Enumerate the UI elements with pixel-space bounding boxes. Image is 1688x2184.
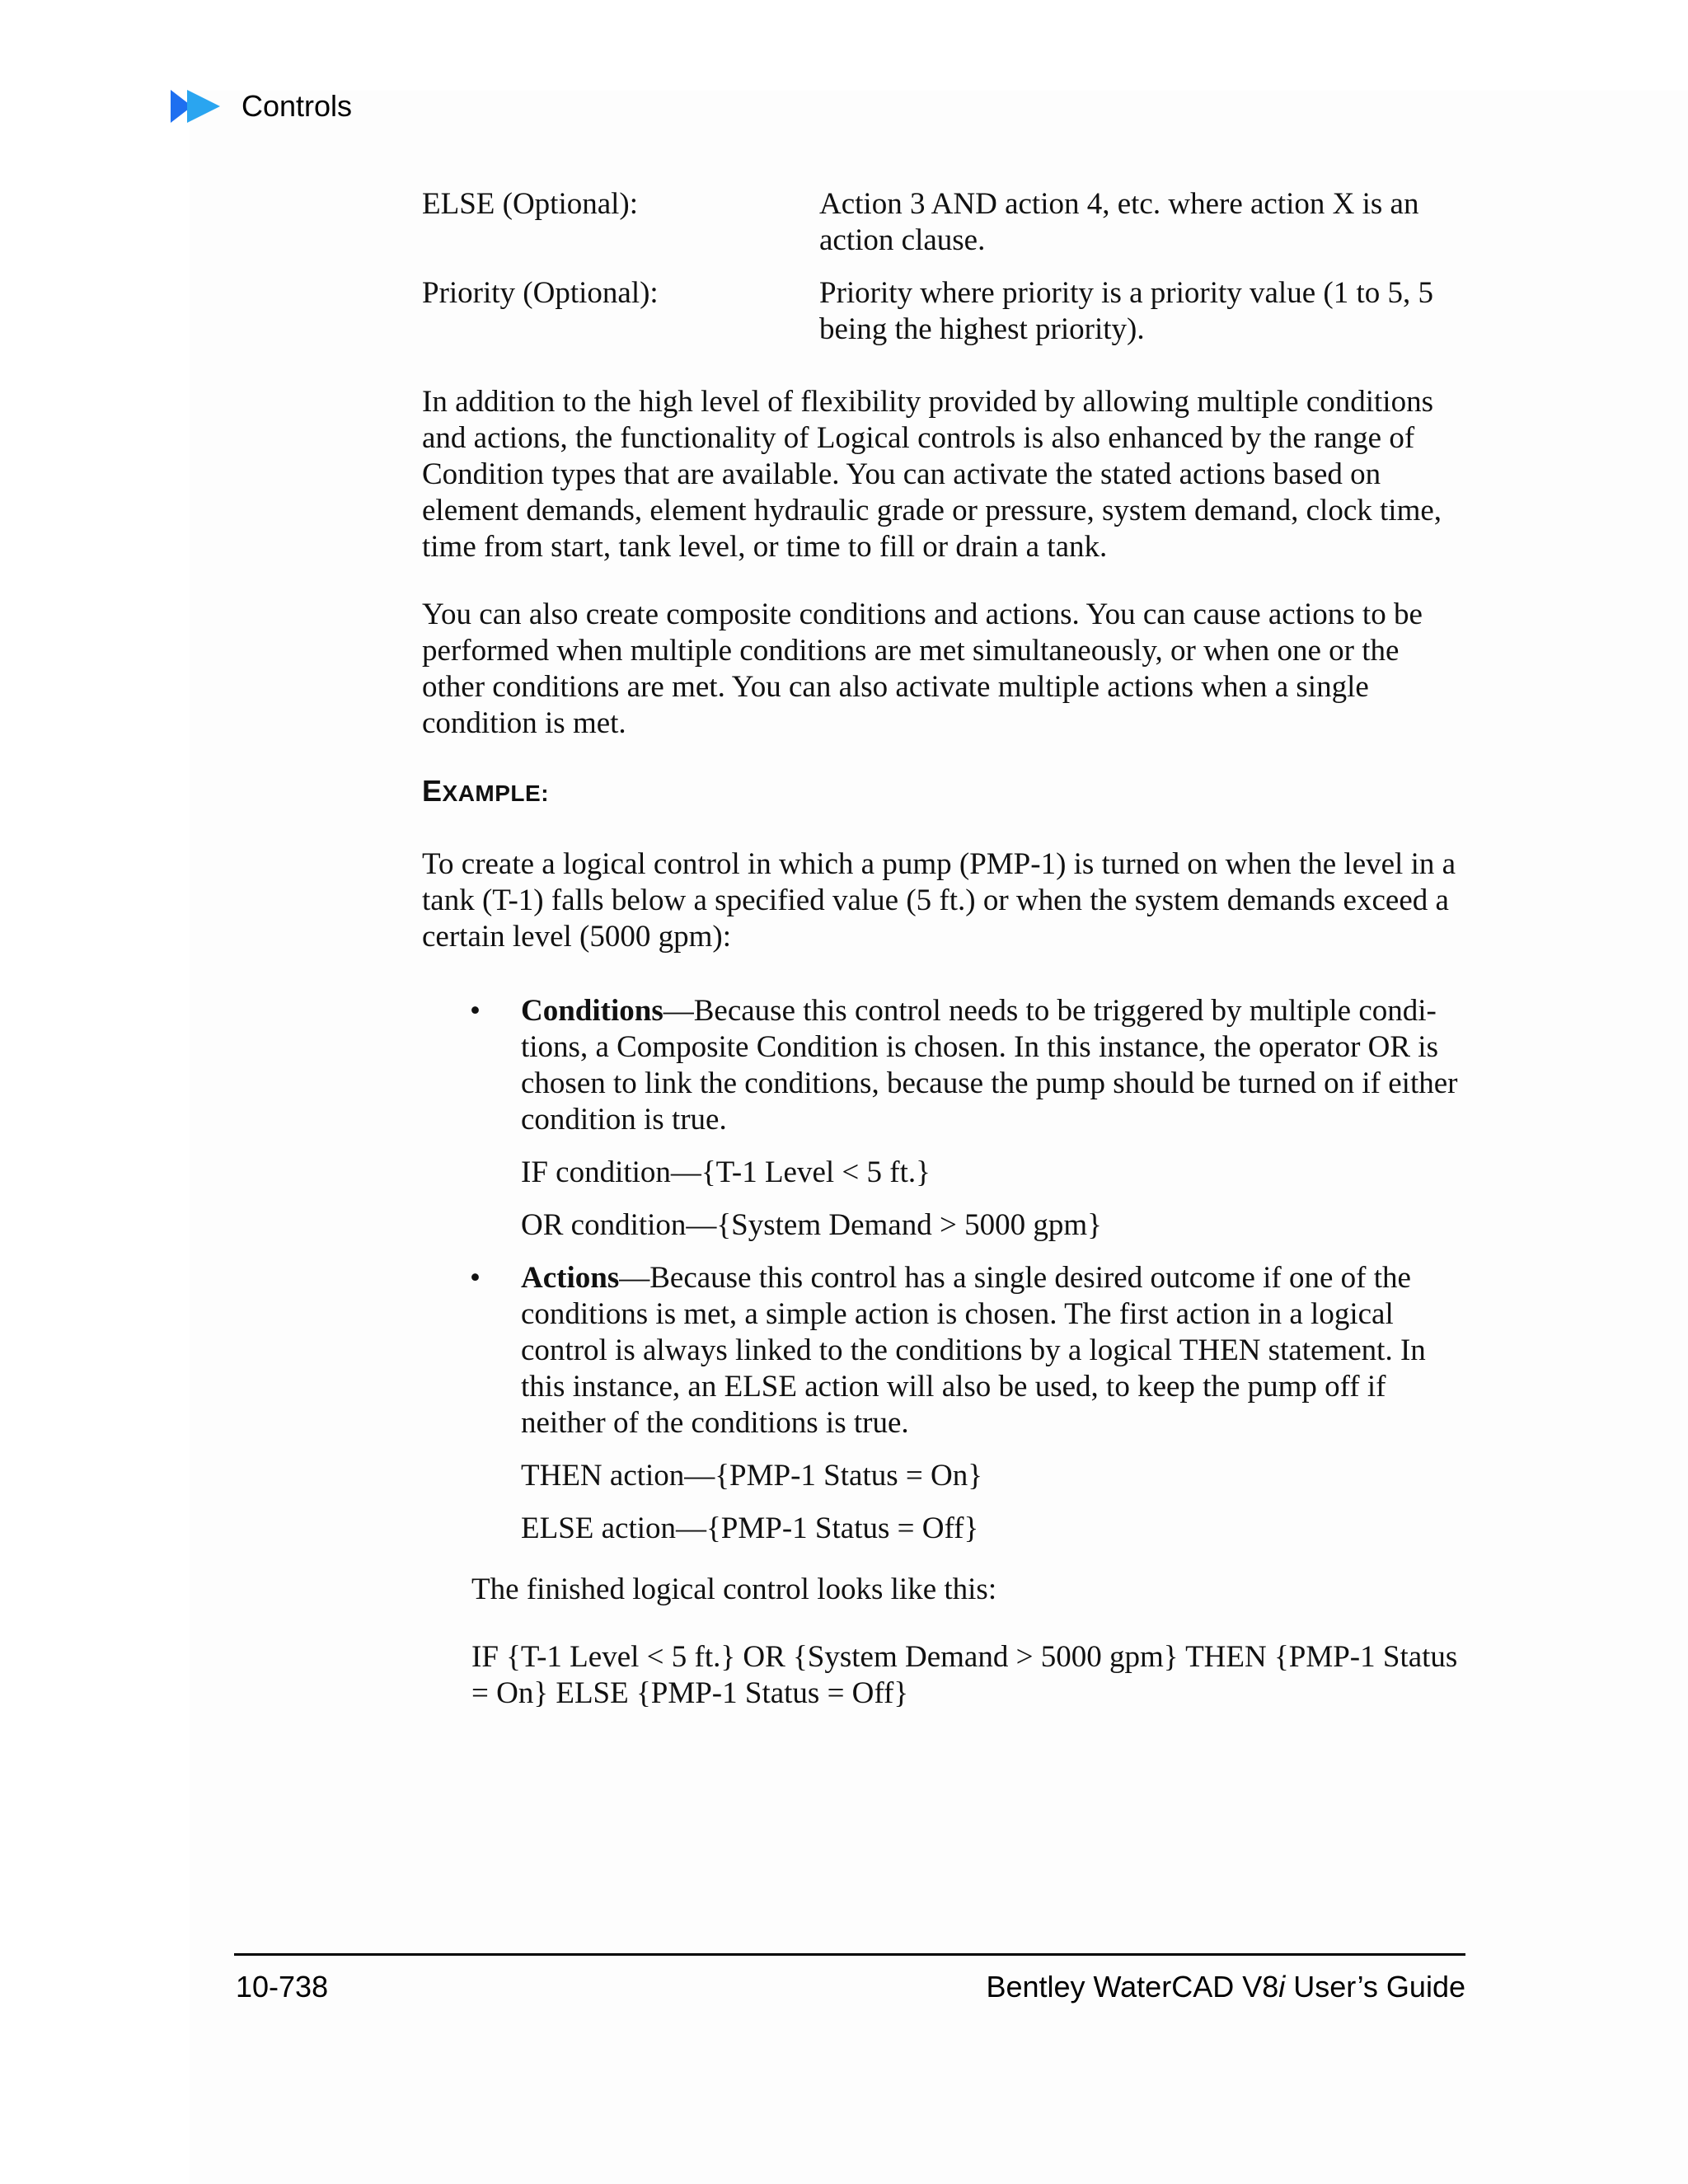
definition-row (422, 275, 1467, 348)
bullet-symbol: • (470, 994, 481, 1028)
finished-control: IF {T-1 Level < 5 ft.} OR {System Demand > 5000 gpm} THEN {PMP-1 Status = On} ELSE {PMP-1 Status = Off} (471, 1640, 1458, 1710)
body-paragraph: In addition to the high level of flexibility provided by allowing multiple conditions and actions, the functionality of Logical controls is also enhanced by the range of Condition types that are available. You can activate the stated actions based on element demands, element hydraulic grade or pressure, system demand, clock time, time from start, tank level, or time to fill or drain a tank. (422, 385, 1442, 564)
header-title: Controls (241, 89, 353, 123)
condition-line: IF condition—{T-1 Level < 5 ft.} (521, 1155, 931, 1189)
bullet-text: —Because this control needs to be triggered by multiple condi-tions, a Composite Condition is chosen. In this instance, the operator OR is chosen to link the conditions, because the pump should be turned on if either condition is true. (521, 994, 1458, 1137)
page-number: 10-738 (236, 1970, 329, 2004)
bullet-symbol: • (470, 1261, 481, 1295)
guide-title (986, 1970, 1465, 2004)
bullet-text: —Because this control has a single desired outcome if one of the conditions is met, a simple action is chosen. The first action in a logical control is always linked to the conditions by a logical THEN statement. In this instance, an ELSE action will also be used, to keep the pump off if neither of the conditions is true. (521, 1261, 1426, 1440)
guide-title-post: User’s Guide (1285, 1970, 1465, 2004)
example-bullet-list (422, 993, 1467, 1547)
bullet-body (521, 993, 1467, 1138)
definition-description: Action 3 AND action 4, etc. where action X is an action clause. (819, 187, 1419, 257)
running-header (171, 86, 352, 127)
finished-intro: The finished logical control looks like this: (471, 1572, 997, 1606)
definition-term: ELSE (Optional): (422, 187, 639, 221)
definition-row (422, 186, 1467, 259)
guide-title-italic: i (1278, 1970, 1286, 2004)
condition-line: OR condition—{System Demand > 5000 gpm} (521, 1208, 1102, 1242)
main-content (422, 186, 1467, 1743)
definition-term: Priority (Optional): (422, 276, 659, 310)
body-paragraph: You can also create composite conditions and actions. You can cause actions to be performed when multiple conditions are met simultaneously, or when one or the other conditions are met. You can also activate multiple actions when a single condition is met. (422, 598, 1423, 740)
example-heading-rest: XAMPLE: (442, 780, 550, 806)
bullet-term: Actions (521, 1261, 620, 1295)
list-item (422, 993, 1467, 1244)
action-line: ELSE action—{PMP-1 Status = Off} (521, 1511, 979, 1545)
example-heading (422, 773, 1467, 812)
example-heading-cap: E (422, 774, 443, 808)
action-line: THEN action—{PMP-1 Status = On} (521, 1459, 982, 1493)
example-intro: To create a logical control in which a pump (PMP-1) is turned on when the level in a tank (T-1) falls below a specified value (5 ft.) or when the system demands exceed a certain level (5000 gpm): (422, 847, 1456, 954)
guide-title-pre: Bentley WaterCAD V8 (986, 1970, 1279, 2004)
footer-rule (234, 1953, 1465, 1956)
list-item (422, 1260, 1467, 1547)
double-chevron-right-icon (171, 88, 222, 124)
definition-description: Priority where priority is a priority value (1 to 5, 5 being the highest priority). (819, 276, 1433, 346)
bullet-term: Conditions (521, 994, 663, 1028)
bullet-body (521, 1260, 1467, 1441)
